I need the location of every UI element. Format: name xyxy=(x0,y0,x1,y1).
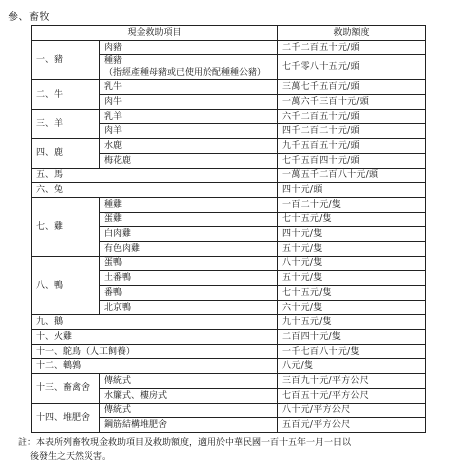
amount-cell: 九十五元/隻 xyxy=(278,315,426,330)
table-row xyxy=(32,168,426,183)
table-row xyxy=(32,40,426,55)
item-cell: 種豬 （指經產種母豬或已使用於配種種公豬） xyxy=(100,55,278,80)
item-cell: 番鴨 xyxy=(100,286,278,301)
amount-cell: 七十五元/隻 xyxy=(278,286,426,301)
item-cell: 梅花鹿 xyxy=(100,153,278,168)
item-cell: 水鹿 xyxy=(100,139,278,154)
category-cell: 十二、鵪鶉 xyxy=(32,359,278,374)
amount-cell: 三百九十元/平方公尺 xyxy=(278,374,426,389)
item-cell: 土番鴨 xyxy=(100,271,278,286)
amount-cell: 七百五十元/平方公尺 xyxy=(278,388,426,403)
category-cell: 三、羊 xyxy=(32,109,100,138)
header-item: 現金救助項目 xyxy=(32,26,278,41)
item-cell: 鋼筋結構堆肥舍 xyxy=(100,418,278,433)
category-cell: 十四、堆肥舍 xyxy=(32,403,100,432)
amount-cell: 三萬七千五百元/頭 xyxy=(278,80,426,95)
amount-cell: 五十元/隻 xyxy=(278,241,426,256)
amount-cell: 五百元/平方公尺 xyxy=(278,418,426,433)
amount-cell: 六十元/隻 xyxy=(278,300,426,315)
item-cell: 肉豬 xyxy=(100,40,278,55)
amount-cell: 七千零八十五元/頭 xyxy=(278,55,426,80)
amount-cell: 一萬六千三百十元/頭 xyxy=(278,95,426,110)
item-cell: 乳羊 xyxy=(100,109,278,124)
item-cell: 白肉雞 xyxy=(100,227,278,242)
table-row xyxy=(32,330,426,345)
amount-cell: 八十元/平方公尺 xyxy=(278,403,426,418)
table-body xyxy=(32,40,426,432)
item-cell: 北京鴨 xyxy=(100,300,278,315)
table-row xyxy=(32,359,426,374)
item-cell: 有色肉雞 xyxy=(100,241,278,256)
amount-cell: 八十元/隻 xyxy=(278,256,426,271)
footnote-line-1: 註：本表所列畜牧現金救助項目及救助額度，適用於中華民國一百十五年一月一日以 xyxy=(18,438,352,448)
item-cell: 水簾式、樓房式 xyxy=(100,388,278,403)
category-cell: 二、牛 xyxy=(32,80,100,109)
footnote xyxy=(18,436,438,464)
category-cell: 六、兔 xyxy=(32,183,278,198)
amount-cell: 二千二百五十元/頭 xyxy=(278,40,426,55)
amount-cell: 九千五百五十元/頭 xyxy=(278,139,426,154)
table-row xyxy=(32,80,426,95)
amount-cell: 七千五百四十元/頭 xyxy=(278,153,426,168)
section-title: 參、畜牧 xyxy=(8,12,50,23)
footnote-line-2: 後發生之天然災害。 xyxy=(30,452,112,462)
category-cell: 一、豬 xyxy=(32,40,100,80)
table-row xyxy=(32,183,426,198)
table-row xyxy=(32,256,426,271)
amount-cell: 七十五元/隻 xyxy=(278,212,426,227)
item-cell: 乳牛 xyxy=(100,80,278,95)
table-row xyxy=(32,197,426,212)
amount-cell: 六千二百五十元/頭 xyxy=(278,109,426,124)
item-cell: 蛋雞 xyxy=(100,212,278,227)
item-cell: 傳統式 xyxy=(100,403,278,418)
category-cell: 七、雞 xyxy=(32,197,100,256)
table-header-row xyxy=(32,26,426,41)
category-cell: 十三、畜禽舍 xyxy=(32,374,100,403)
amount-cell: 五十元/隻 xyxy=(278,271,426,286)
table-row xyxy=(32,344,426,359)
subsidy-table xyxy=(31,25,426,433)
item-cell: 肉羊 xyxy=(100,124,278,139)
item-cell: 肉牛 xyxy=(100,95,278,110)
amount-cell: 一百二十元/隻 xyxy=(278,197,426,212)
amount-cell: 四十元/隻 xyxy=(278,227,426,242)
item-cell: 傳統式 xyxy=(100,374,278,389)
table-row xyxy=(32,374,426,389)
amount-cell: 二百四十元/隻 xyxy=(278,330,426,345)
amount-cell: 一千七百八十元/隻 xyxy=(278,344,426,359)
category-cell: 九、鵝 xyxy=(32,315,278,330)
table-row xyxy=(32,109,426,124)
amount-cell: 四千二百二十元/頭 xyxy=(278,124,426,139)
category-cell: 十、火雞 xyxy=(32,330,278,345)
table-row xyxy=(32,403,426,418)
category-cell: 八、鴨 xyxy=(32,256,100,315)
category-cell: 四、鹿 xyxy=(32,139,100,168)
item-cell: 蛋鴨 xyxy=(100,256,278,271)
amount-cell: 一萬五千二百八十元/頭 xyxy=(278,168,426,183)
amount-cell: 八元/隻 xyxy=(278,359,426,374)
table-row xyxy=(32,315,426,330)
table-row xyxy=(32,139,426,154)
category-cell: 五、馬 xyxy=(32,168,278,183)
category-cell: 十一、鴕鳥（人工飼養） xyxy=(32,344,278,359)
amount-cell: 四十元/頭 xyxy=(278,183,426,198)
header-amount: 救助額度 xyxy=(278,26,426,41)
item-cell: 種雞 xyxy=(100,197,278,212)
